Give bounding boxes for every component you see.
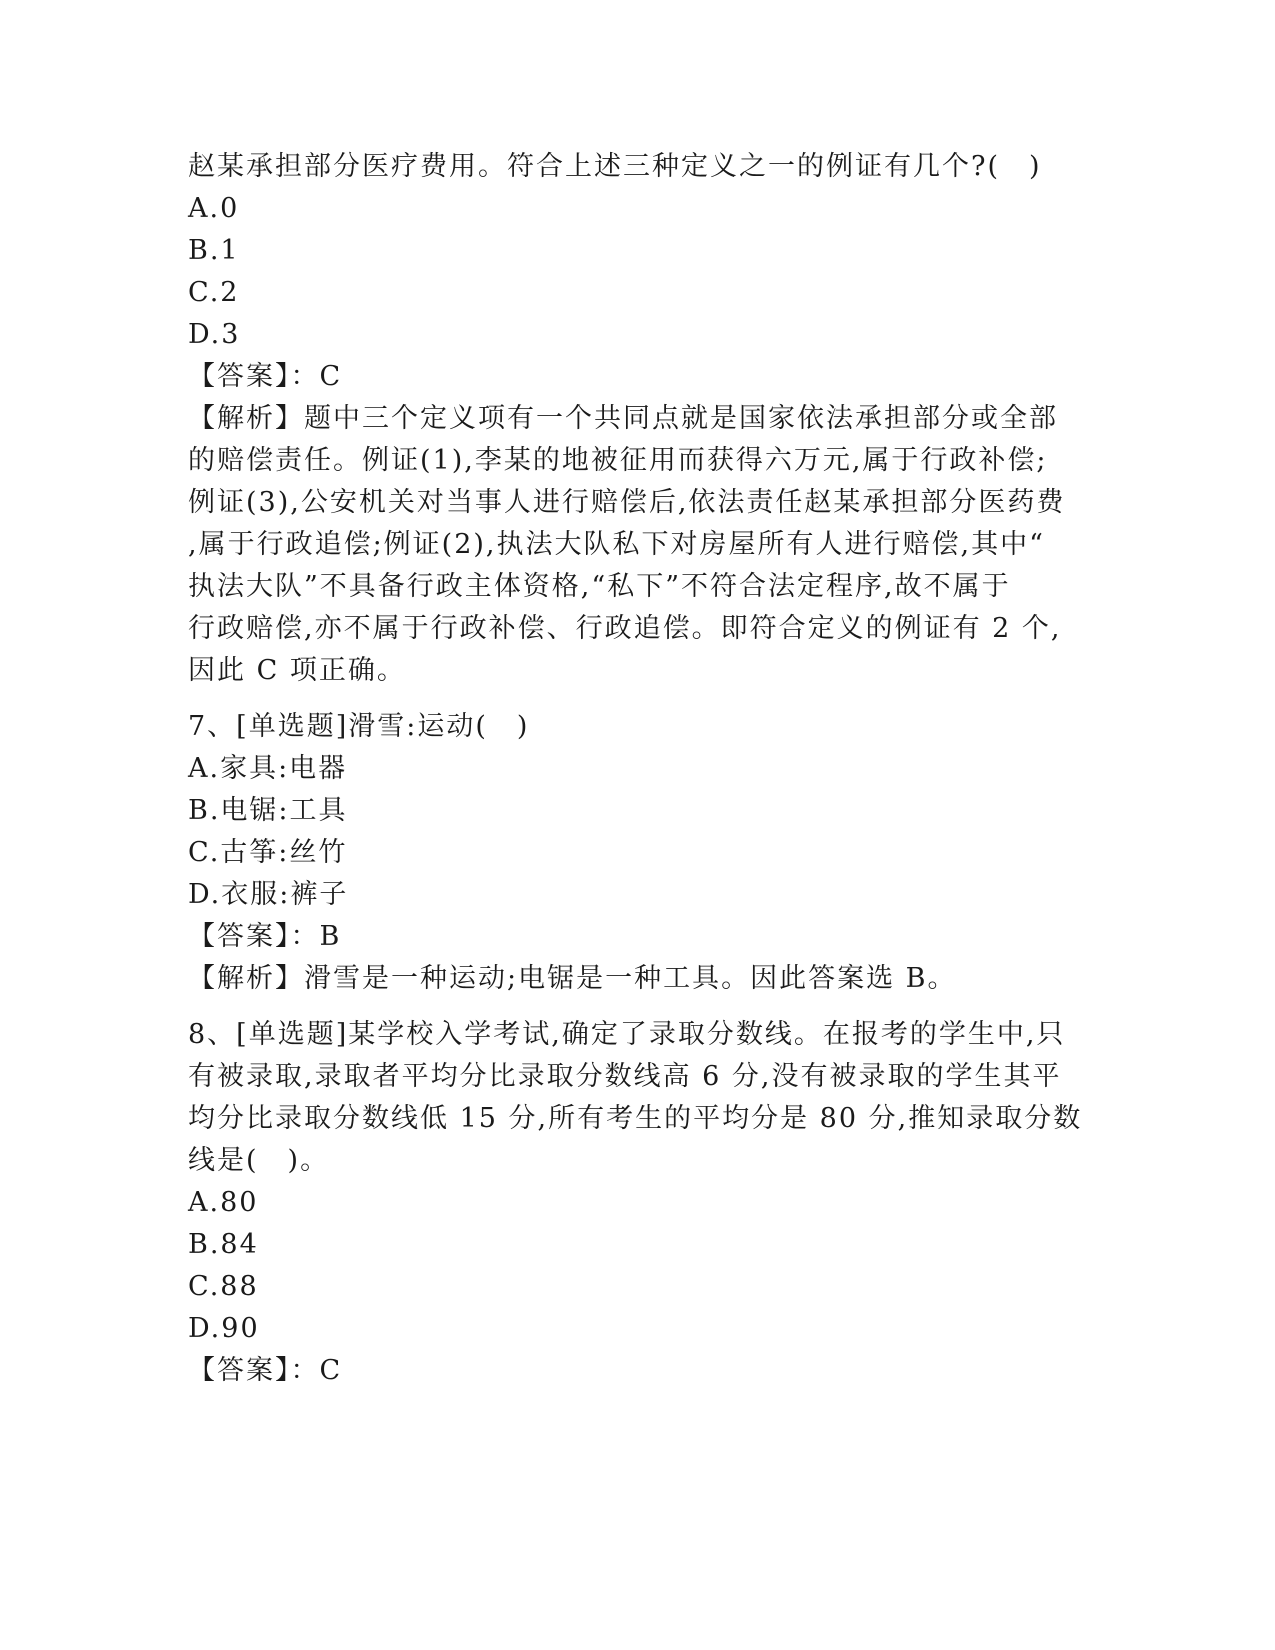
option-a: A.0: [188, 193, 240, 224]
spacer: [188, 1000, 1088, 1014]
analysis-line: 【解析】滑雪是一种运动;电锯是一种工具。因此答案选 B。: [188, 963, 957, 994]
spacer: [188, 692, 1088, 706]
analysis-line: 【解析】题中三个定义项有一个共同点就是国家依法承担部分或全部: [188, 403, 1058, 434]
question-8: [188, 1014, 1088, 1392]
option-a: A.80: [188, 1187, 259, 1218]
option-b: B.84: [188, 1229, 259, 1260]
answer-line: 【答案】：B: [188, 921, 342, 952]
analysis-line: 的赔偿责任。例证(1),李某的地被征用而获得六万元,属于行政补偿;: [188, 445, 1048, 476]
analysis-line: 执法大队”不具备行政主体资格,“私下”不符合法定程序,故不属于: [188, 571, 1011, 602]
analysis-line: ,属于行政追偿;例证(2),执法大队私下对房屋所有人进行赔偿,其中“: [188, 529, 1045, 560]
question-stem: 均分比录取分数线低 15 分,所有考生的平均分是 80 分,推知录取分数: [188, 1103, 1083, 1134]
option-c: C.2: [188, 277, 240, 308]
question-6: [188, 146, 1088, 692]
answer-line: 【答案】：C: [188, 361, 343, 392]
question-7: [188, 706, 1088, 1000]
question-stem: 赵某承担部分医疗费用。符合上述三种定义之一的例证有几个?( ): [188, 151, 1042, 182]
option-d: D.3: [188, 319, 241, 350]
answer-line: 【答案】：C: [188, 1355, 343, 1386]
question-stem: 有被录取,录取者平均分比录取分数线高 6 分,没有被录取的学生其平: [188, 1061, 1062, 1092]
question-stem: 8、[单选题]某学校入学考试,确定了录取分数线。在报考的学生中,只: [188, 1019, 1066, 1050]
question-stem: 线是( )。: [188, 1145, 330, 1176]
analysis-line: 例证(3),公安机关对当事人进行赔偿后,依法责任赵某承担部分医药费: [188, 487, 1066, 518]
option-b: B.1: [188, 235, 240, 266]
analysis-line: 因此 C 项正确。: [188, 655, 406, 686]
option-d: D.90: [188, 1313, 260, 1344]
option-d: D.衣服:裤子: [188, 879, 349, 910]
option-c: C.88: [188, 1271, 259, 1302]
option-c: C.古筝:丝竹: [188, 837, 348, 868]
option-a: A.家具:电器: [188, 753, 348, 784]
analysis-line: 行政赔偿,亦不属于行政补偿、行政追偿。即符合定义的例证有 2 个,: [188, 613, 1062, 644]
document-page: [188, 146, 1088, 1392]
option-b: B.电锯:工具: [188, 795, 348, 826]
question-stem: 7、[单选题]滑雪:运动( ): [188, 711, 530, 742]
